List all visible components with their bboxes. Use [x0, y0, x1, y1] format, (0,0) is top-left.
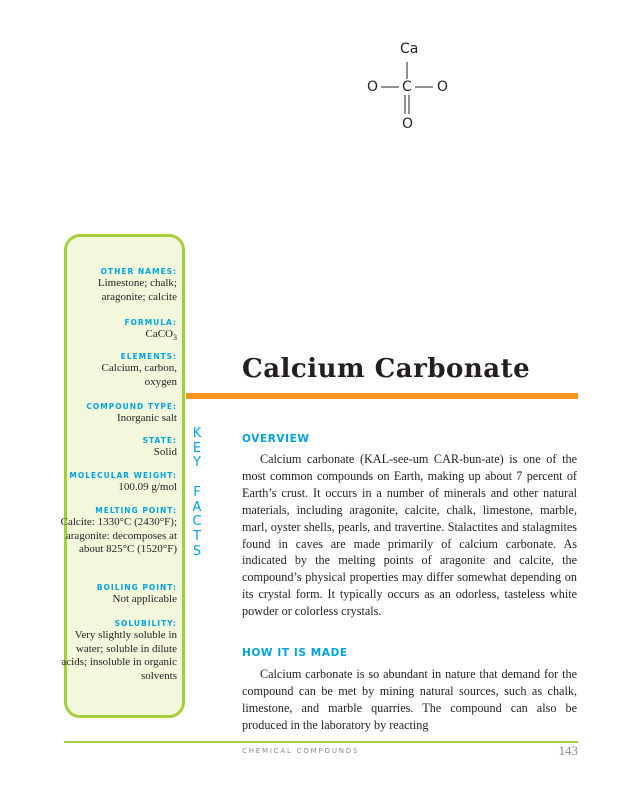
section-text-how-made: Calcium carbonate is so abundant in nature that demand for the compound can be met by mining natural sources, such as chalk, limestone, and marble quarries. The compound can also be produced in the laboratory by reacting [242, 667, 577, 732]
formula-subscript: 3 [173, 333, 177, 343]
atom-o-right: O [437, 79, 449, 95]
fact-value: Calcium, carbon, oxygen [101, 362, 177, 388]
vertical-label-letter: Y [193, 455, 201, 471]
vertical-label-letter: T [193, 528, 201, 544]
section-heading-overview: OVERVIEW [242, 433, 310, 445]
fact-state [59, 435, 177, 460]
fact-value: Not applicable [112, 593, 177, 605]
fact-formula [59, 317, 177, 345]
fact-boiling-point [59, 582, 177, 607]
fact-label: OTHER NAMES: [100, 267, 177, 276]
section-heading-how-made: HOW IT IS MADE [242, 647, 348, 659]
fact-melting-point [59, 505, 177, 557]
vertical-label-letter: E [192, 440, 202, 456]
atom-ca: Ca [400, 41, 419, 57]
chemical-structure [355, 38, 465, 138]
fact-molecular-weight [59, 470, 177, 495]
atom-o-bottom: O [402, 116, 414, 132]
fact-value: Solid [153, 446, 177, 458]
fact-value: Inorganic salt [117, 412, 177, 424]
key-facts-sidebar [60, 234, 185, 718]
vertical-label-space [189, 471, 205, 486]
fact-solubility [59, 618, 177, 683]
fact-label: SOLUBILITY: [114, 619, 177, 628]
vertical-label-letter: F [193, 484, 201, 500]
fact-value: Limestone; chalk; aragonite; calcite [97, 277, 177, 303]
formula-main: CaCO [145, 328, 173, 340]
fact-label: STATE: [142, 436, 177, 445]
fact-compound-type [59, 401, 177, 426]
footer-label: CHEMICAL COMPOUNDS [242, 747, 360, 755]
page-number: 143 [558, 743, 578, 758]
fact-value: Very slightly soluble in water; soluble in dilute acids; insoluble in organic solvents [61, 629, 177, 682]
title-rule [186, 393, 578, 399]
vertical-label-letter: C [192, 514, 202, 530]
fact-elements [59, 351, 177, 389]
fact-label: ELEMENTS: [120, 352, 177, 361]
fact-label: BOILING POINT: [96, 583, 177, 592]
section-text-overview: Calcium carbonate (KAL-see-um CAR-bun-ate) is one of the most common compounds on Earth, making up about 7 percent of Earth’s crust. It occurs in a number of minerals and other natural materials, including aragonite, calcite, chalk, limestone, marble, marl, oyster shells, pearls, and travertine. Stalactites and stalagmites found in caves are made primarily of calcium carbonate. As indicated by the melting points of aragonite and calcite, the compound’s physical properties may differ somewhat depending on its crystal form. It typically occurs as an odorless, tasteless white powder or colorless crystals. [242, 452, 577, 619]
vertical-label-letter: S [192, 543, 202, 559]
vertical-label-letter: K [192, 426, 202, 441]
fact-other-names [59, 266, 177, 304]
fact-label: FORMULA: [124, 318, 177, 327]
page-title: Calcium Carbonate [242, 354, 531, 384]
fact-value: 100.09 g/mol [118, 481, 177, 493]
fact-value: Calcite: 1330°C (2430°F); aragonite: decomposes at about 825°C (1520°F) [60, 516, 177, 555]
vertical-label-letter: A [192, 499, 202, 515]
fact-label: MOLECULAR WEIGHT: [69, 471, 177, 480]
footer-rule [64, 741, 578, 743]
fact-label: MELTING POINT: [95, 506, 177, 515]
fact-value [59, 328, 177, 345]
atom-c: C [402, 79, 412, 95]
fact-label: COMPOUND TYPE: [86, 402, 177, 411]
key-facts-vertical-label [189, 427, 205, 559]
atom-o-left: O [367, 79, 379, 95]
